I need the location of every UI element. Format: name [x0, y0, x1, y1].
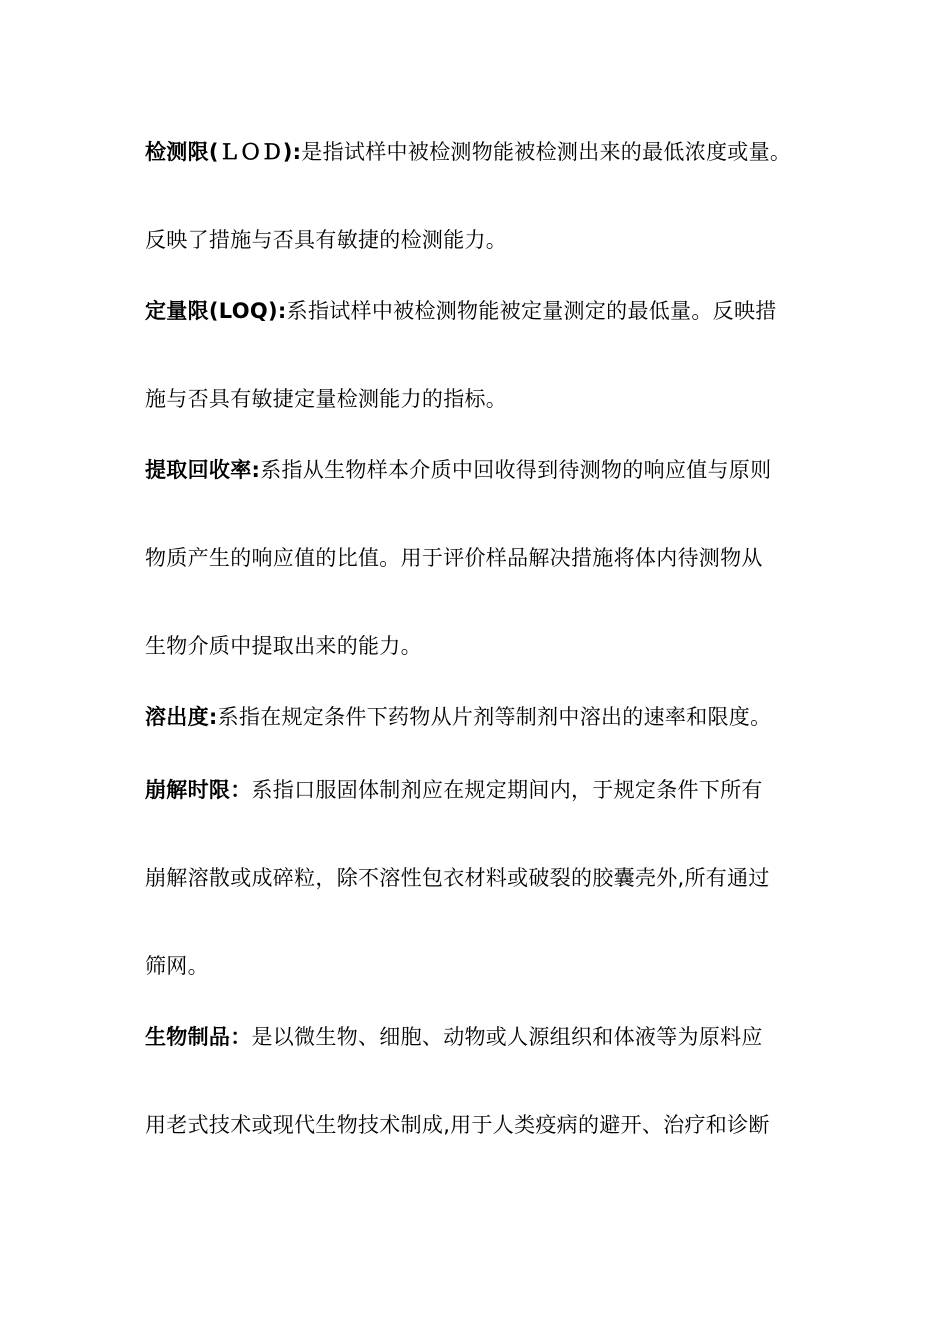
definition-text: 物质产生的响应值的比值。用于评价样品解决措施将体内待测物从 — [145, 546, 763, 570]
definition-text: 生物介质中提取出来的能力。 — [145, 634, 422, 658]
definition-biologics-line — [145, 1023, 835, 1051]
term-dissolution: 溶出度: — [145, 705, 218, 729]
term-loq: 定量限(LOQ): — [145, 299, 287, 323]
definition-text: 是指试样中被检测物能被检测出来的最低浓度或量。 — [301, 140, 792, 164]
definition-continuation-line — [145, 952, 835, 980]
term-disintegration: 崩解时限： — [145, 778, 252, 802]
definition-continuation-line — [145, 226, 835, 254]
definition-continuation-line — [145, 544, 835, 572]
definition-text: 系指口服固体制剂应在规定期间内，于规定条件下所有 — [251, 778, 763, 802]
definition-dissolution-line — [145, 703, 835, 731]
definition-continuation-line — [145, 632, 835, 660]
term-recovery: 提取回收率: — [145, 458, 261, 482]
term-lod: 检测限(ＬＯＤ): — [145, 140, 302, 164]
definition-disintegration-line — [145, 776, 835, 804]
definition-text: 系指从生物样本介质中回收得到待测物的响应值与原则 — [260, 458, 772, 482]
definition-lod-line — [145, 138, 835, 166]
definition-text: 崩解溶散或成碎粒，除不溶性包衣材料或破裂的胶囊壳外,所有通过 — [145, 866, 770, 890]
definition-continuation-line — [145, 385, 835, 413]
definition-text: 系指在规定条件下药物从片剂等制剂中溶出的速率和限度。 — [217, 705, 772, 729]
definition-text: 施与否具有敏捷定量检测能力的指标。 — [145, 387, 508, 411]
definition-loq-line — [145, 297, 835, 325]
definition-text: 是以微生物、细胞、动物或人源组织和体液等为原料应 — [251, 1025, 763, 1049]
definition-recovery-line — [145, 456, 835, 484]
definition-continuation-line — [145, 864, 835, 892]
definition-continuation-line — [145, 1111, 835, 1139]
definition-text: 用老式技术或现代生物技术制成,用于人类疫病的避开、治疗和诊断 — [145, 1113, 770, 1137]
definition-text: 筛网。 — [145, 954, 209, 978]
definition-text: 系指试样中被检测物能被定量测定的最低量。反映措 — [286, 299, 777, 323]
definition-text: 反映了措施与否具有敏捷的检测能力。 — [145, 228, 508, 252]
term-biologics: 生物制品： — [145, 1025, 252, 1049]
